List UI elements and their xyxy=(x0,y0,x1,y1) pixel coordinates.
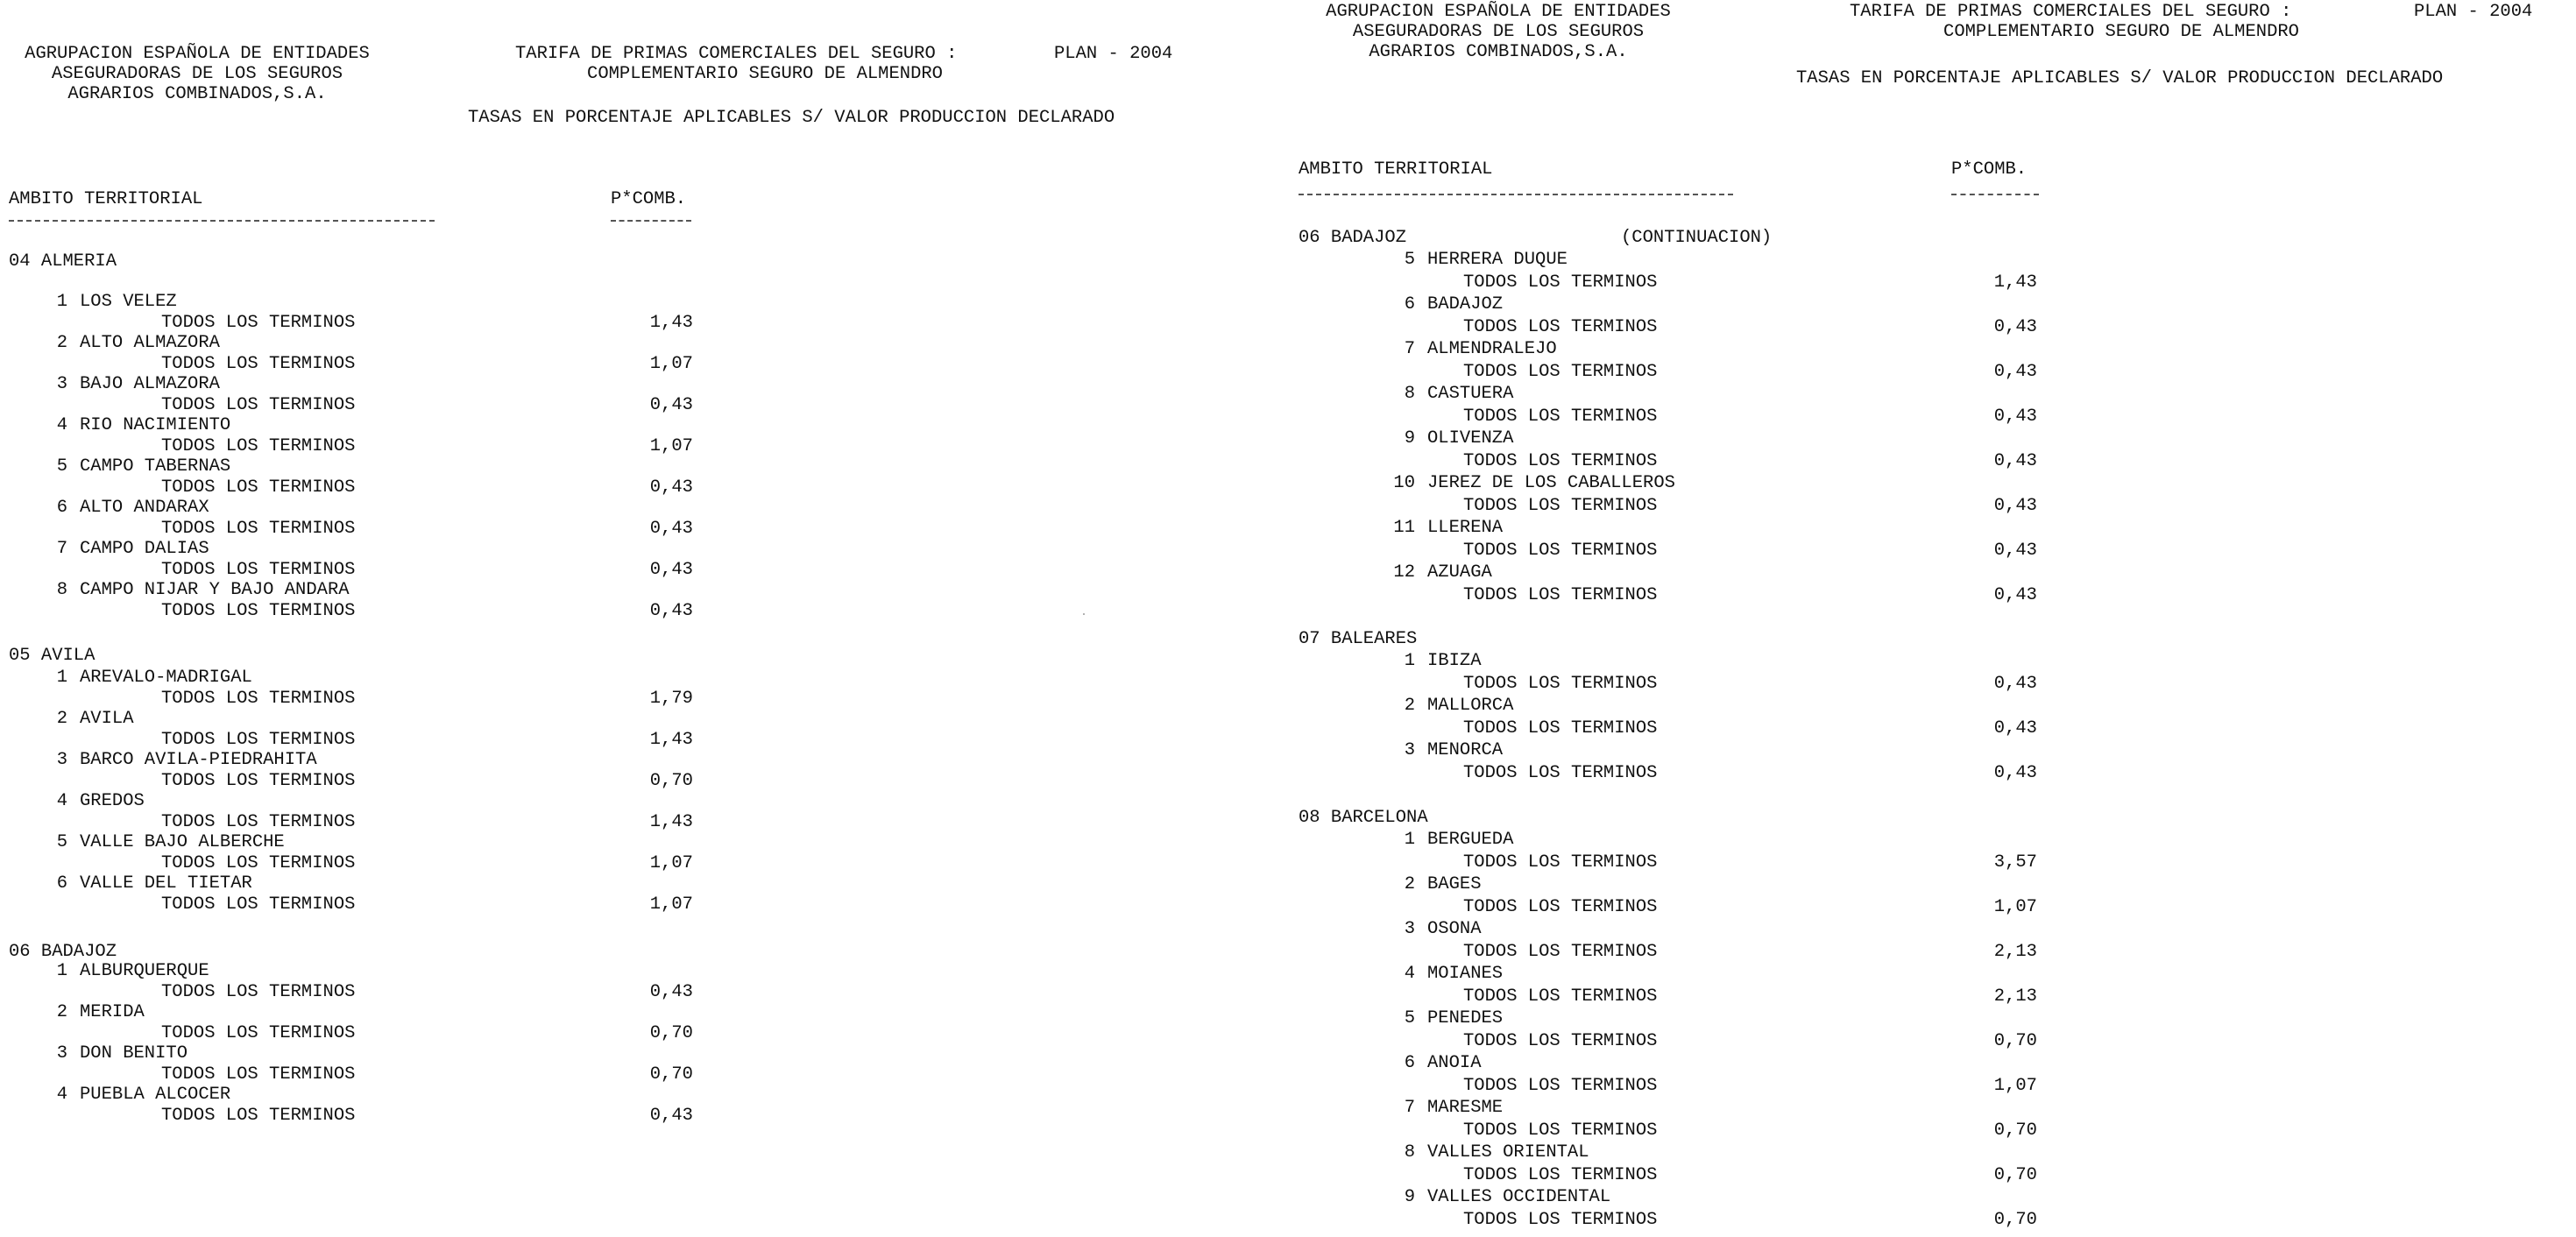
zone-number: 2 xyxy=(56,333,67,353)
term-label: TODOS LOS TERMINOS xyxy=(161,519,356,539)
zone-name: AZUAGA xyxy=(1427,562,1492,583)
term-label: TODOS LOS TERMINOS xyxy=(1463,986,1658,1007)
zone-name: MERIDA xyxy=(80,1002,145,1022)
term-label: TODOS LOS TERMINOS xyxy=(1463,897,1658,917)
zone-name: MENORCA xyxy=(1427,740,1504,760)
zone-number: 4 xyxy=(56,1085,67,1105)
premium-value: 0,70 xyxy=(649,1023,693,1043)
zone-number: 8 xyxy=(1404,384,1415,404)
premium-value: 0,43 xyxy=(1993,674,2037,694)
zone-number: 3 xyxy=(56,750,67,770)
province-name: 08 BARCELONA xyxy=(1299,808,1428,828)
zone-number: 4 xyxy=(1404,964,1415,984)
zone-number: 5 xyxy=(1404,1008,1415,1028)
term-label: TODOS LOS TERMINOS xyxy=(1463,272,1658,293)
zone-number: 3 xyxy=(56,1043,67,1064)
premium-value: 1,07 xyxy=(649,894,693,915)
zone-number: 1 xyxy=(56,292,67,312)
zone-name: AREVALO-MADRIGAL xyxy=(80,668,252,688)
zone-number: 6 xyxy=(56,873,67,894)
zone-number: 8 xyxy=(56,580,67,600)
zone-name: CAMPO NIJAR Y BAJO ANDARA xyxy=(80,580,350,600)
zone-number: 2 xyxy=(56,1002,67,1022)
zone-name: VALLES ORIENTAL xyxy=(1427,1142,1589,1163)
zone-number: 2 xyxy=(1404,696,1415,716)
term-label: TODOS LOS TERMINOS xyxy=(1463,674,1658,694)
column-header-pcomb: P*COMB. xyxy=(1951,159,2028,180)
zone-name: CASTUERA xyxy=(1427,384,1514,404)
premium-value: 0,70 xyxy=(1993,1031,2037,1051)
zone-name: BADAJOZ xyxy=(1427,294,1504,315)
zone-number: 7 xyxy=(56,539,67,559)
zone-name: MOIANES xyxy=(1427,964,1504,984)
premium-value: 1,43 xyxy=(1993,272,2037,293)
premium-value: 1,07 xyxy=(1993,1076,2037,1096)
continuation-label: (CONTINUACION) xyxy=(1621,228,1773,248)
column-underline-ambito xyxy=(9,220,435,222)
zone-name: BARCO AVILA-PIEDRAHITA xyxy=(80,750,317,770)
premium-value: 0,43 xyxy=(649,560,693,580)
term-label: TODOS LOS TERMINOS xyxy=(1463,1210,1658,1230)
column-header-ambito: AMBITO TERRITORIAL xyxy=(9,189,203,209)
term-label: TODOS LOS TERMINOS xyxy=(161,894,356,915)
term-label: TODOS LOS TERMINOS xyxy=(161,812,356,832)
premium-value: 3,57 xyxy=(1993,852,2037,873)
zone-name: ALTO ANDARAX xyxy=(80,498,209,518)
zone-number: 11 xyxy=(1393,518,1415,538)
zone-number: 7 xyxy=(1404,1098,1415,1118)
premium-value: 0,43 xyxy=(1993,585,2037,605)
org-name-line-2: ASEGURADORAS DE LOS SEGUROS xyxy=(1352,22,1645,42)
term-label: TODOS LOS TERMINOS xyxy=(161,1064,356,1085)
zone-name: LOS VELEZ xyxy=(80,292,177,312)
premium-value: 1,43 xyxy=(649,812,693,832)
zone-name: MALLORCA xyxy=(1427,696,1514,716)
zone-name: VALLE DEL TIETAR xyxy=(80,873,252,894)
premium-value: 0,43 xyxy=(649,519,693,539)
zone-name: JEREZ DE LOS CABALLEROS xyxy=(1427,473,1675,493)
zone-name: DON BENITO xyxy=(80,1043,188,1064)
zone-number: 12 xyxy=(1393,562,1415,583)
term-label: TODOS LOS TERMINOS xyxy=(161,1106,356,1126)
premium-value: 0,70 xyxy=(1993,1165,2037,1185)
scan-speck xyxy=(1083,613,1085,615)
zone-name: ALMENDRALEJO xyxy=(1427,339,1557,359)
term-label: TODOS LOS TERMINOS xyxy=(1463,718,1658,739)
zone-number: 8 xyxy=(1404,1142,1415,1163)
org-name-line-1: AGRUPACION ESPAÑOLA DE ENTIDADES xyxy=(1326,2,1671,22)
zone-number: 6 xyxy=(56,498,67,518)
zone-number: 9 xyxy=(1404,1187,1415,1207)
document-page-right xyxy=(1288,0,2576,1237)
zone-number: 3 xyxy=(1404,740,1415,760)
zone-name: IBIZA xyxy=(1427,651,1482,671)
tarifa-subtitle: COMPLEMENTARIO SEGURO DE ALMENDRO xyxy=(587,64,943,84)
premium-value: 0,43 xyxy=(649,982,693,1002)
premium-value: 0,70 xyxy=(649,1064,693,1085)
zone-number: 5 xyxy=(1404,250,1415,270)
term-label: TODOS LOS TERMINOS xyxy=(1463,852,1658,873)
province-name: 04 ALMERIA xyxy=(9,251,117,272)
province-name: 05 AVILA xyxy=(9,646,96,666)
zone-number: 10 xyxy=(1393,473,1415,493)
org-name-line-1: AGRUPACION ESPAÑOLA DE ENTIDADES xyxy=(25,44,370,64)
term-label: TODOS LOS TERMINOS xyxy=(1463,317,1658,337)
zone-name: VALLE BAJO ALBERCHE xyxy=(80,832,285,852)
zone-name: GREDOS xyxy=(80,791,145,811)
zone-name: ALBURQUERQUE xyxy=(80,961,209,981)
tasas-line: TASAS EN PORCENTAJE APLICABLES S/ VALOR PRODUCCION DECLARADO xyxy=(1796,68,2444,88)
zone-name: AVILA xyxy=(80,709,134,729)
premium-value: 0,43 xyxy=(1993,496,2037,516)
term-label: TODOS LOS TERMINOS xyxy=(1463,406,1658,427)
zone-name: CAMPO TABERNAS xyxy=(80,456,231,477)
zone-number: 1 xyxy=(1404,830,1415,850)
premium-value: 0,70 xyxy=(649,771,693,791)
term-label: TODOS LOS TERMINOS xyxy=(1463,1076,1658,1096)
term-label: TODOS LOS TERMINOS xyxy=(1463,1031,1658,1051)
premium-value: 1,43 xyxy=(649,313,693,333)
zone-name: PENEDES xyxy=(1427,1008,1504,1028)
term-label: TODOS LOS TERMINOS xyxy=(161,313,356,333)
column-header-pcomb: P*COMB. xyxy=(611,189,687,209)
plan-label: PLAN - 2004 xyxy=(1054,44,1173,64)
province-name: 06 BADAJOZ xyxy=(1299,228,1407,248)
zone-number: 5 xyxy=(56,456,67,477)
premium-value: 0,70 xyxy=(1993,1120,2037,1141)
term-label: TODOS LOS TERMINOS xyxy=(161,395,356,415)
premium-value: 0,43 xyxy=(1993,317,2037,337)
tarifa-subtitle: COMPLEMENTARIO SEGURO DE ALMENDRO xyxy=(1943,22,2299,42)
term-label: TODOS LOS TERMINOS xyxy=(161,689,356,709)
term-label: TODOS LOS TERMINOS xyxy=(161,560,356,580)
premium-value: 2,13 xyxy=(1993,942,2037,962)
zone-number: 4 xyxy=(56,791,67,811)
zone-name: LLERENA xyxy=(1427,518,1504,538)
premium-value: 1,07 xyxy=(649,354,693,374)
term-label: TODOS LOS TERMINOS xyxy=(1463,763,1658,783)
org-name-line-3: AGRARIOS COMBINADOS,S.A. xyxy=(67,84,327,104)
zone-number: 7 xyxy=(1404,339,1415,359)
premium-value: 0,43 xyxy=(1993,541,2037,561)
term-label: TODOS LOS TERMINOS xyxy=(1463,451,1658,471)
column-underline-ambito xyxy=(1299,194,1733,195)
zone-number: 4 xyxy=(56,415,67,435)
premium-value: 0,43 xyxy=(1993,362,2037,382)
term-label: TODOS LOS TERMINOS xyxy=(1463,1120,1658,1141)
term-label: TODOS LOS TERMINOS xyxy=(161,853,356,873)
zone-name: RIO NACIMIENTO xyxy=(80,415,231,435)
tarifa-title: TARIFA DE PRIMAS COMERCIALES DEL SEGURO : xyxy=(1850,2,2292,22)
zone-name: ALTO ALMAZORA xyxy=(80,333,220,353)
term-label: TODOS LOS TERMINOS xyxy=(161,1023,356,1043)
zone-number: 1 xyxy=(1404,651,1415,671)
premium-value: 0,43 xyxy=(649,601,693,621)
term-label: TODOS LOS TERMINOS xyxy=(161,354,356,374)
premium-value: 0,43 xyxy=(649,1106,693,1126)
zone-number: 1 xyxy=(56,961,67,981)
term-label: TODOS LOS TERMINOS xyxy=(1463,585,1658,605)
province-name: 06 BADAJOZ xyxy=(9,942,117,962)
zone-name: VALLES OCCIDENTAL xyxy=(1427,1187,1611,1207)
zone-number: 6 xyxy=(1404,294,1415,315)
org-name-line-3: AGRARIOS COMBINADOS,S.A. xyxy=(1369,42,1628,62)
zone-number: 9 xyxy=(1404,428,1415,449)
zone-number: 6 xyxy=(1404,1053,1415,1073)
zone-number: 3 xyxy=(56,374,67,394)
zone-name: HERRERA DUQUE xyxy=(1427,250,1568,270)
zone-name: ANOIA xyxy=(1427,1053,1482,1073)
column-underline-pcomb xyxy=(1951,194,2039,195)
premium-value: 0,43 xyxy=(649,395,693,415)
premium-value: 0,43 xyxy=(1993,763,2037,783)
premium-value: 0,43 xyxy=(649,477,693,498)
term-label: TODOS LOS TERMINOS xyxy=(161,436,356,456)
premium-value: 0,70 xyxy=(1993,1210,2037,1230)
term-label: TODOS LOS TERMINOS xyxy=(161,982,356,1002)
zone-name: MARESME xyxy=(1427,1098,1504,1118)
zone-name: CAMPO DALIAS xyxy=(80,539,209,559)
zone-name: BERGUEDA xyxy=(1427,830,1514,850)
zone-number: 2 xyxy=(56,709,67,729)
zone-name: OLIVENZA xyxy=(1427,428,1514,449)
term-label: TODOS LOS TERMINOS xyxy=(1463,942,1658,962)
zone-name: BAGES xyxy=(1427,874,1482,894)
term-label: TODOS LOS TERMINOS xyxy=(1463,496,1658,516)
zone-number: 2 xyxy=(1404,874,1415,894)
term-label: TODOS LOS TERMINOS xyxy=(161,601,356,621)
premium-value: 1,07 xyxy=(1993,897,2037,917)
premium-value: 0,43 xyxy=(1993,406,2037,427)
term-label: TODOS LOS TERMINOS xyxy=(1463,541,1658,561)
premium-value: 0,43 xyxy=(1993,718,2037,739)
premium-value: 0,43 xyxy=(1993,451,2037,471)
zone-name: PUEBLA ALCOCER xyxy=(80,1085,231,1105)
term-label: TODOS LOS TERMINOS xyxy=(161,730,356,750)
premium-value: 1,07 xyxy=(649,436,693,456)
term-label: TODOS LOS TERMINOS xyxy=(161,477,356,498)
zone-name: BAJO ALMAZORA xyxy=(80,374,220,394)
term-label: TODOS LOS TERMINOS xyxy=(1463,1165,1658,1185)
premium-value: 2,13 xyxy=(1993,986,2037,1007)
zone-name: OSONA xyxy=(1427,919,1482,939)
zone-number: 1 xyxy=(56,668,67,688)
zone-number: 3 xyxy=(1404,919,1415,939)
tarifa-title: TARIFA DE PRIMAS COMERCIALES DEL SEGURO : xyxy=(515,44,958,64)
column-header-ambito: AMBITO TERRITORIAL xyxy=(1299,159,1493,180)
premium-value: 1,79 xyxy=(649,689,693,709)
zone-number: 5 xyxy=(56,832,67,852)
premium-value: 1,07 xyxy=(649,853,693,873)
term-label: TODOS LOS TERMINOS xyxy=(161,771,356,791)
term-label: TODOS LOS TERMINOS xyxy=(1463,362,1658,382)
province-name: 07 BALEARES xyxy=(1299,629,1418,649)
column-underline-pcomb xyxy=(611,220,691,222)
tasas-line: TASAS EN PORCENTAJE APLICABLES S/ VALOR PRODUCCION DECLARADO xyxy=(468,108,1115,128)
plan-label: PLAN - 2004 xyxy=(2414,2,2533,22)
org-name-line-2: ASEGURADORAS DE LOS SEGUROS xyxy=(51,64,343,84)
premium-value: 1,43 xyxy=(649,730,693,750)
